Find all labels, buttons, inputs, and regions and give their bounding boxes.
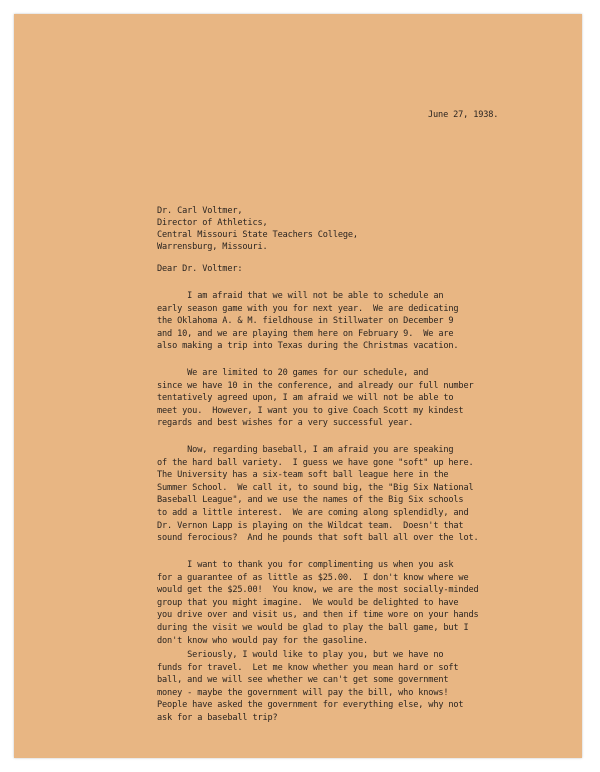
body-line: early season game with you for next year. We are dedicating (157, 303, 459, 314)
address-line: Warrensburg, Missouri. (157, 242, 268, 252)
body-line: People have asked the government for everything else, why not (157, 700, 464, 711)
body-line: I want to thank you for complimenting us when you ask (157, 560, 454, 570)
body-line: I am afraid that we will not be able to schedule an (157, 291, 444, 301)
body-line: to add a little interest. We are coming along splendidly, and (157, 507, 469, 518)
body-line: group that you might imagine. We would be delighted to have (157, 597, 459, 608)
body-line: Summer School. We call it, to sound big, the "Big Six National (157, 482, 474, 493)
body-line: sound ferocious? And he pounds that soft ball all over the lot. (157, 533, 479, 544)
body-line: and 10, and we are playing them here on February 9. We are (157, 328, 454, 339)
body-line: regards and best wishes for a very successful year. (157, 418, 414, 429)
body-line: since we have 10 in the conference, and already our full number (157, 380, 474, 391)
body-line: Seriously, I would like to play you, but we have no (157, 650, 444, 660)
body-line: We are limited to 20 games for our schedule, and (157, 368, 429, 378)
body-paragraph (157, 444, 557, 545)
body-line: for a guarantee of as little as $25.00. I don't know where we (157, 572, 469, 583)
body-paragraph (157, 290, 557, 353)
body-paragraph (157, 367, 557, 430)
body-line: The University has a six-team soft ball league here in the (157, 470, 449, 481)
body-line: don't know who would pay for the gasoline. (157, 635, 369, 646)
body-line: the Oklahoma A. & M. fieldhouse in Stillwater on December 9 (157, 316, 454, 327)
body-line: funds for travel. Let me know whether you mean hard or soft (157, 662, 459, 673)
letter-date: June 27, 1938. (428, 110, 499, 120)
body-line: of the hard ball variety. I guess we have gone "soft" up here. (157, 457, 474, 468)
body-line: ball, and we will see whether we can't get some government (157, 675, 449, 686)
body-line: during the visit we would be glad to play the ball game, but I (157, 622, 469, 633)
body-line: also making a trip into Texas during the Christmas vacation. (157, 341, 459, 352)
address-line: Director of Athletics, (157, 218, 268, 228)
salutation: Dear Dr. Voltmer: (157, 264, 243, 274)
body-line: meet you. However, I want you to give Coach Scott my kindest (157, 405, 464, 416)
address-line: Dr. Carl Voltmer, (157, 206, 243, 216)
body-line: Now, regarding baseball, I am afraid you are speaking (157, 445, 454, 455)
body-line: Baseball League", and we use the names of the Big Six schools (157, 495, 464, 506)
body-line: would get the $25.00! You know, we are the most socially-minded (157, 585, 479, 596)
body-line: you drive over and visit us, and then if time wore on your hands (157, 610, 479, 621)
body-line: ask for a baseball trip? (157, 712, 278, 723)
body-line: money - maybe the government will pay the bill, who knows! (157, 687, 449, 698)
letter-page (14, 14, 582, 758)
body-paragraph (157, 559, 557, 647)
body-line: tentatively agreed upon, I am afraid we will not be able to (157, 393, 454, 404)
address-line: Central Missouri State Teachers College, (157, 230, 358, 240)
body-line: Dr. Vernon Lapp is playing on the Wildcat team. Doesn't that (157, 520, 464, 531)
body-paragraph (157, 649, 557, 725)
